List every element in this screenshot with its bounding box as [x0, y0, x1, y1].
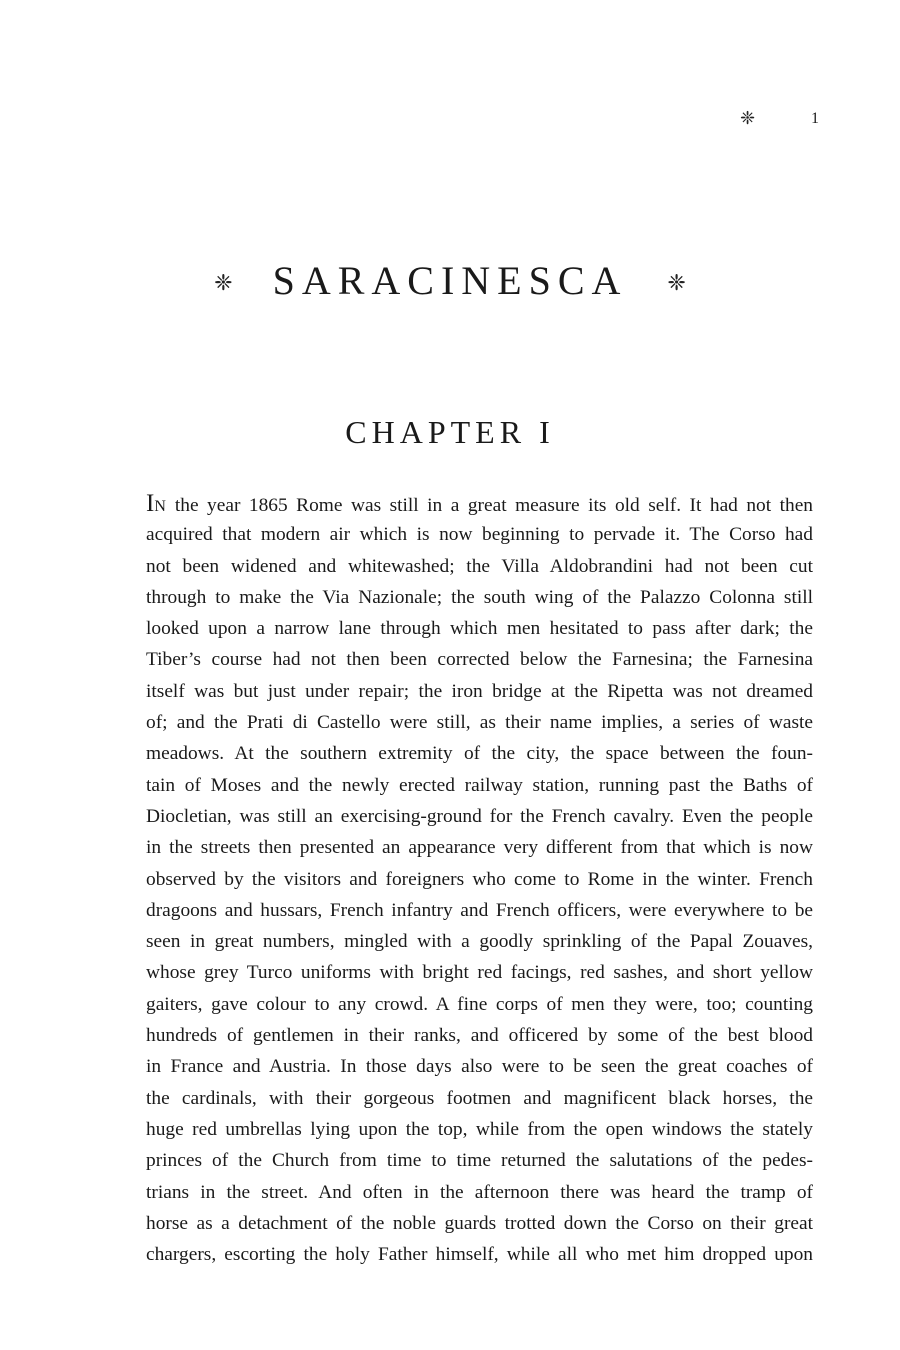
text-line: Diocletian, was still an exercising-ground for the French cavalry. Even the people — [146, 805, 813, 827]
small-caps: N — [154, 498, 167, 515]
text-line: huge red umbrellas lying upon the top, while from the open windows the stately — [146, 1118, 813, 1140]
text-line: chargers, escorting the holy Father himself, while all who met him dropped upon — [146, 1244, 813, 1266]
text-line: observed by the visitors and foreigners who come to Rome in the winter. French — [146, 868, 813, 890]
text-line: hundreds of gentlemen in their ranks, and officered by some of the best blood — [146, 1025, 813, 1047]
running-head — [740, 106, 820, 132]
drop-cap: I — [146, 490, 155, 517]
text-line — [146, 488, 813, 519]
text-line-content: the year 1865 Rome was still in a great measure its old self. It had not then — [166, 495, 813, 516]
text-line: looked upon a narrow lane through which men hesitated to pass after dark; the — [146, 618, 813, 640]
text-line: in France and Austria. In those days also were to be seen the great coaches of — [146, 1056, 813, 1078]
text-line: gaiters, gave colour to any crowd. A fine corps of men they were, too; counting — [146, 993, 813, 1015]
text-line: horse as a detachment of the noble guards trotted down the Corso on their great — [146, 1212, 813, 1234]
text-line: tain of Moses and the newly erected railway station, running past the Baths of — [146, 774, 813, 796]
chapter-heading: CHAPTER I — [345, 414, 555, 450]
book-title: SARACINESCA — [272, 257, 628, 303]
ornament-right-icon: ❈ — [667, 271, 686, 296]
body-text — [146, 488, 813, 1270]
text-line: Tiber’s course had not then been corrected below the Farnesina; the Farnesina — [146, 649, 813, 671]
text-line: in the streets then presented an appearance very different from that which is now — [146, 837, 813, 859]
text-line: not been widened and whitewashed; the Villa Aldobrandini had not been cut — [146, 555, 813, 577]
page-number: 1 — [811, 110, 820, 127]
text-line: through to make the Via Nazionale; the south wing of the Palazzo Colonna still — [146, 586, 813, 608]
text-line: itself was but just under repair; the iron bridge at the Ripetta was not dreamed — [146, 680, 813, 702]
text-line: dragoons and hussars, French infantry and French officers, were everywhere to be — [146, 899, 813, 921]
ornament-left-icon: ❈ — [214, 271, 233, 296]
text-line: trians in the street. And often in the afternoon there was heard the tramp of — [146, 1181, 813, 1203]
ornament-icon: ❈ — [740, 108, 756, 129]
text-line: whose grey Turco uniforms with bright red facings, red sashes, and short yellow — [146, 962, 813, 984]
text-line: princes of the Church from time to time returned the salutations of the pedes- — [146, 1150, 813, 1172]
text-line: of; and the Prati di Castello were still, as their name implies, a series of waste — [146, 712, 813, 734]
text-line: acquired that modern air which is now beginning to pervade it. The Corso had — [146, 524, 813, 546]
book-title-block — [0, 250, 900, 310]
text-line: seen in great numbers, mingled with a goodly sprinkling of the Papal Zouaves, — [146, 931, 813, 953]
text-line: the cardinals, with their gorgeous footmen and magnificent black horses, the — [146, 1087, 813, 1109]
text-line: meadows. At the southern extremity of the city, the space between the foun- — [146, 743, 813, 765]
